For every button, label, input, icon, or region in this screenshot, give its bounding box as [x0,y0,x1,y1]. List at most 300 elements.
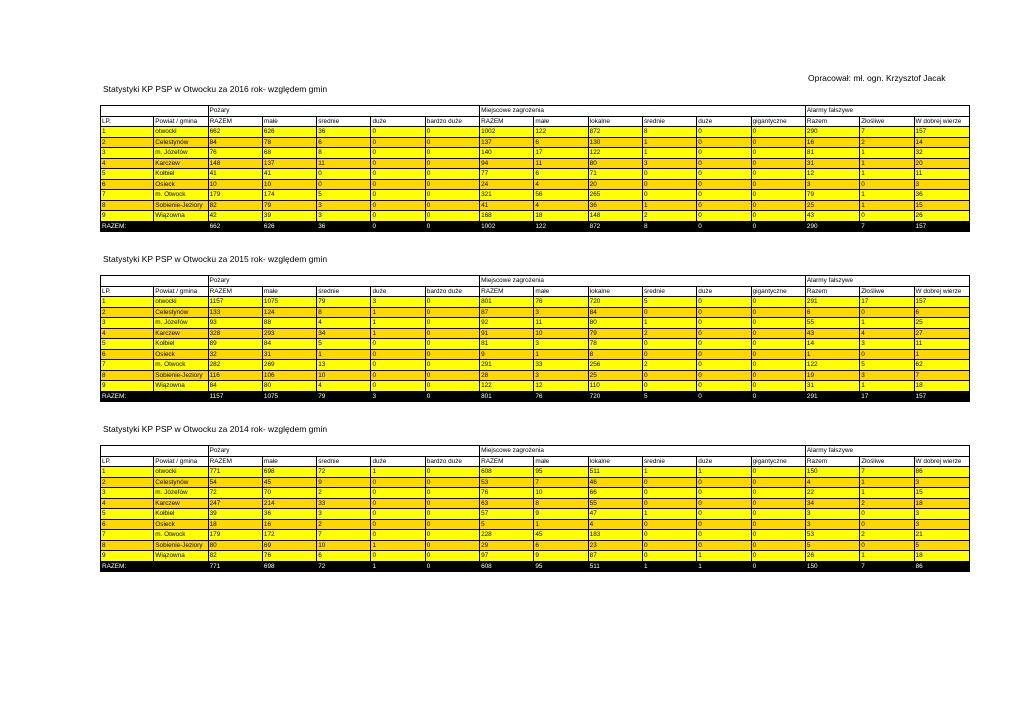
row-value: 1 [371,467,425,478]
row-value: 78 [588,339,642,350]
row-value: 872 [588,127,642,138]
row-value: 14 [914,137,969,148]
row-value: 0 [751,179,805,190]
column-header: duże [697,116,751,127]
row-value: 321 [480,190,534,201]
table-row [101,477,970,488]
total-value: 1 [642,561,696,572]
row-gmina: m. Józefów [154,148,208,159]
row-value: 256 [588,360,642,371]
row-value: 5 [317,190,371,201]
row-value: 84 [208,381,262,392]
row-value: 130 [588,137,642,148]
table-row [101,349,970,360]
table-row [101,509,970,520]
row-value: 18 [208,519,262,530]
row-value: 88 [262,318,316,329]
row-value: 1 [860,318,914,329]
total-value: 801 [480,391,534,402]
row-value: 720 [588,297,642,308]
row-value: 34 [317,328,371,339]
row-value: 84 [588,307,642,318]
row-value: 0 [371,158,425,169]
row-value: 31 [805,381,859,392]
row-value: 0 [425,339,479,350]
row-gmina: Karczew [154,158,208,169]
row-value: 77 [480,169,534,180]
table-row [101,519,970,530]
row-value: 0 [697,519,751,530]
row-number: 8 [101,370,154,381]
row-value: 1157 [208,297,262,308]
row-value: 1 [642,318,696,329]
row-value: 41 [208,169,262,180]
row-number: 3 [101,488,154,499]
total-value: 8 [642,221,696,232]
empty-cell [101,106,209,117]
row-gmina: Karczew [154,328,208,339]
row-value: 328 [208,328,262,339]
row-value: 36 [317,127,371,138]
row-value: 247 [208,498,262,509]
row-value: 3 [534,370,588,381]
row-value: 24 [480,179,534,190]
row-gmina: m. Józefów [154,318,208,329]
total-value: 0 [751,221,805,232]
row-value: 2 [860,498,914,509]
row-value: 0 [697,360,751,371]
row-value: 6 [805,307,859,318]
total-value: 511 [588,561,642,572]
table-row [101,297,970,308]
row-value: 9 [534,509,588,520]
row-value: 5 [860,360,914,371]
row-value: 8 [642,127,696,138]
row-value: 63 [480,498,534,509]
row-value: 0 [425,190,479,201]
row-value: 110 [588,381,642,392]
total-row [101,561,970,572]
row-value: 4 [805,477,859,488]
table-row [101,328,970,339]
total-value: 608 [480,561,534,572]
row-value: 0 [860,211,914,222]
table-row [101,339,970,350]
row-value: 10 [534,328,588,339]
column-header: W dobrej wierze [914,456,969,467]
column-header: Razem [805,286,859,297]
row-value: 11 [534,158,588,169]
row-gmina: Wiązowna [154,551,208,562]
row-value: 0 [751,488,805,499]
row-gmina: otwocki [154,127,208,138]
row-value: 78 [262,137,316,148]
row-value: 4 [534,200,588,211]
total-value: 1 [371,561,425,572]
row-value: 0 [697,190,751,201]
total-value: 290 [805,221,859,232]
column-header: LP. [101,456,154,467]
total-value [154,391,208,402]
stats-table [100,275,970,402]
column-header: RAZEM [480,456,534,467]
row-value: 0 [371,477,425,488]
column-header: małe [262,286,316,297]
column-header: średnie [642,286,696,297]
row-value: 0 [642,498,696,509]
group-alarmy: Alarmy fałszywe [805,106,969,117]
row-value: 46 [588,477,642,488]
total-value: 291 [805,391,859,402]
column-header: Razem [805,116,859,127]
row-value: 1 [317,349,371,360]
row-value: 290 [805,127,859,138]
row-value: 1 [860,158,914,169]
row-value: 291 [805,297,859,308]
row-gmina: Sobienie-Jeziory [154,200,208,211]
row-value: 0 [697,540,751,551]
total-value: 76 [534,391,588,402]
row-value: 18 [914,551,969,562]
row-value: 3 [914,179,969,190]
row-value: 0 [697,318,751,329]
section-2014 [100,424,970,572]
row-value: 69 [262,540,316,551]
group-miejscowe: Miejscowe zagrożenia [480,276,806,287]
row-number: 1 [101,127,154,138]
row-value: 15 [914,200,969,211]
column-header-row [101,116,970,127]
row-value: 10 [262,179,316,190]
row-value: 0 [371,370,425,381]
row-value: 36 [262,509,316,520]
row-value: 25 [914,318,969,329]
row-value: 0 [751,328,805,339]
row-gmina: Wiązowna [154,381,208,392]
row-number: 2 [101,307,154,318]
row-value: 0 [697,328,751,339]
table-row [101,179,970,190]
column-header: małe [534,116,588,127]
column-header: bardzo duże [425,456,479,467]
row-value: 0 [697,158,751,169]
row-value: 122 [480,381,534,392]
row-value: 36 [588,200,642,211]
group-alarmy: Alarmy fałszywe [805,276,969,287]
row-value: 6 [914,307,969,318]
row-value: 0 [751,318,805,329]
row-value: 3 [534,339,588,350]
row-value: 0 [425,370,479,381]
row-value: 9 [480,349,534,360]
row-value: 55 [588,498,642,509]
row-value: 1075 [262,297,316,308]
table-row [101,190,970,201]
table-row [101,169,970,180]
column-header: średnie [317,456,371,467]
row-value: 97 [480,551,534,562]
row-value: 0 [751,339,805,350]
column-header: Powiat / gmina [154,286,208,297]
table-row [101,530,970,541]
column-header: Złośliwe [860,286,914,297]
row-value: 1 [860,477,914,488]
row-number: 9 [101,551,154,562]
row-number: 7 [101,190,154,201]
row-value: 27 [914,328,969,339]
row-value: 1 [860,169,914,180]
row-value: 5 [317,339,371,350]
row-value: 76 [262,551,316,562]
row-gmina: Celestynów [154,137,208,148]
row-value: 214 [262,498,316,509]
row-value: 0 [371,349,425,360]
column-header: Złośliwe [860,116,914,127]
row-value: 3 [805,179,859,190]
row-value: 9 [317,477,371,488]
row-value: 26 [914,211,969,222]
row-value: 174 [262,190,316,201]
row-value: 0 [642,349,696,360]
row-value: 55 [805,318,859,329]
row-value: 0 [642,169,696,180]
table-row [101,200,970,211]
row-value: 7 [534,477,588,488]
row-gmina: Osieck [154,519,208,530]
row-value: 84 [208,137,262,148]
row-value: 0 [697,127,751,138]
row-value: 6 [317,137,371,148]
row-number: 3 [101,318,154,329]
row-value: 41 [262,169,316,180]
row-value: 10 [317,540,371,551]
row-number: 6 [101,349,154,360]
row-value: 0 [751,169,805,180]
row-gmina: Kołbiel [154,339,208,350]
row-value: 0 [371,200,425,211]
total-label: RAZEM: [101,221,154,232]
column-header: RAZEM [208,286,262,297]
row-value: 1 [860,551,914,562]
total-value: 7 [860,561,914,572]
group-pozary: Pożary [208,276,479,287]
row-value: 23 [588,540,642,551]
row-value: 1 [642,467,696,478]
row-value: 11 [914,339,969,350]
row-value: 1 [860,190,914,201]
row-value: 2 [642,360,696,371]
column-header: RAZEM [480,116,534,127]
row-value: 3 [914,477,969,488]
row-value: 92 [480,318,534,329]
total-value: 36 [317,221,371,232]
section-title: Statystyki KP PSP w Otwocku za 2014 rok- względem gmin [103,424,328,434]
row-number: 2 [101,477,154,488]
row-value: 0 [317,179,371,190]
stats-table [100,445,970,572]
row-value: 0 [371,530,425,541]
row-gmina: Celestynów [154,307,208,318]
row-value: 0 [642,477,696,488]
row-value: 0 [697,498,751,509]
column-header: duże [371,456,425,467]
table-row [101,158,970,169]
total-label: RAZEM: [101,391,154,402]
group-header-row [101,446,970,457]
row-value: 4 [860,328,914,339]
row-number: 6 [101,179,154,190]
row-value: 140 [480,148,534,159]
table-row [101,211,970,222]
row-value: 3 [642,158,696,169]
row-gmina: Sobienie-Jeziory [154,540,208,551]
table-row [101,540,970,551]
row-value: 3 [317,211,371,222]
row-value: 36 [914,190,969,201]
row-value: 0 [371,488,425,499]
row-value: 0 [697,211,751,222]
row-value: 626 [262,127,316,138]
row-value: 0 [860,540,914,551]
row-value: 14 [805,339,859,350]
row-value: 2 [860,137,914,148]
row-value: 8 [534,498,588,509]
row-value: 0 [751,477,805,488]
row-value: 0 [371,498,425,509]
column-header: małe [534,286,588,297]
row-value: 1 [860,381,914,392]
row-value: 1 [860,148,914,159]
column-header: gigantyczne [751,116,805,127]
column-header: duże [697,286,751,297]
row-value: 9 [534,551,588,562]
total-row [101,221,970,232]
row-value: 11 [317,158,371,169]
row-value: 0 [425,211,479,222]
row-value: 0 [697,370,751,381]
row-gmina: m. Otwock [154,360,208,371]
row-value: 72 [317,467,371,478]
row-value: 0 [425,488,479,499]
row-value: 3 [914,509,969,520]
row-value: 0 [751,297,805,308]
row-value: 0 [371,148,425,159]
row-value: 0 [425,467,479,478]
row-value: 1 [697,551,751,562]
column-header: lokalne [588,286,642,297]
row-value: 0 [371,211,425,222]
row-number: 4 [101,498,154,509]
row-value: 0 [751,148,805,159]
row-value: 0 [751,551,805,562]
row-value: 116 [208,370,262,381]
row-value: 33 [534,360,588,371]
row-value: 0 [371,381,425,392]
row-value: 137 [480,137,534,148]
row-value: 8 [317,307,371,318]
table-row [101,127,970,138]
row-value: 0 [425,381,479,392]
row-value: 179 [208,530,262,541]
column-header: średnie [317,116,371,127]
row-value: 82 [208,551,262,562]
row-value: 17 [534,148,588,159]
total-value: 626 [262,221,316,232]
row-value: 0 [697,297,751,308]
row-value: 0 [642,307,696,318]
column-header: gigantyczne [751,456,805,467]
row-value: 21 [914,530,969,541]
row-value: 3 [914,519,969,530]
row-value: 43 [805,211,859,222]
row-gmina: Kołbiel [154,509,208,520]
row-value: 0 [642,179,696,190]
row-value: 12 [805,169,859,180]
row-value: 81 [480,339,534,350]
row-value: 0 [751,200,805,211]
row-value: 10 [317,370,371,381]
column-header: małe [262,116,316,127]
row-value: 1 [805,349,859,360]
row-value: 87 [588,551,642,562]
row-value: 0 [697,169,751,180]
empty-cell [101,446,209,457]
row-value: 179 [208,190,262,201]
row-number: 4 [101,158,154,169]
row-value: 4 [588,519,642,530]
row-value: 0 [860,519,914,530]
row-value: 0 [697,509,751,520]
column-header: W dobrej wierze [914,116,969,127]
row-value: 0 [425,509,479,520]
row-value: 3 [534,307,588,318]
column-header: średnie [642,456,696,467]
row-value: 0 [425,530,479,541]
total-value: 157 [914,221,969,232]
row-value: 0 [697,179,751,190]
row-value: 2 [642,328,696,339]
row-value: 79 [805,190,859,201]
column-header-row [101,456,970,467]
row-value: 7 [860,127,914,138]
row-value: 662 [208,127,262,138]
row-value: 71 [588,169,642,180]
row-value: 0 [751,158,805,169]
total-value: 86 [914,561,969,572]
row-value: 168 [480,211,534,222]
row-value: 17 [860,297,914,308]
row-value: 0 [751,360,805,371]
row-value: 0 [425,148,479,159]
row-value: 5 [914,540,969,551]
row-number: 9 [101,381,154,392]
row-number: 6 [101,519,154,530]
column-header: średnie [642,116,696,127]
row-value: 79 [317,297,371,308]
total-value: 0 [425,221,479,232]
column-header: Powiat / gmina [154,456,208,467]
row-value: 1 [642,148,696,159]
row-value: 15 [914,488,969,499]
row-value: 1 [371,328,425,339]
row-value: 148 [208,158,262,169]
row-gmina: otwocki [154,297,208,308]
row-value: 79 [588,328,642,339]
row-value: 124 [262,307,316,318]
row-gmina: Kołbiel [154,169,208,180]
row-gmina: Osieck [154,179,208,190]
table-row [101,318,970,329]
